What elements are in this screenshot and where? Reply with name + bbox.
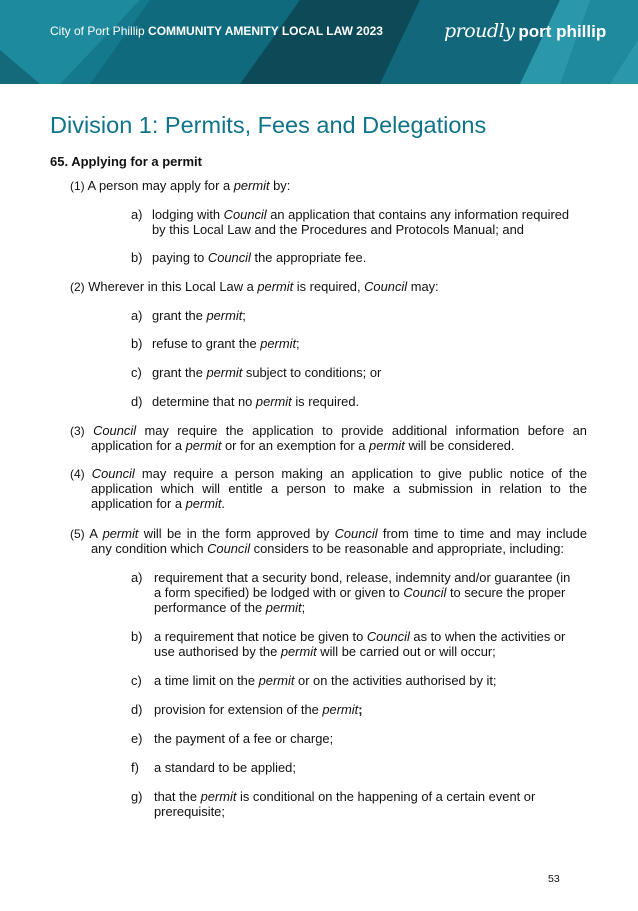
clause-2: (2) Wherever in this Local Law a permit is required, Council may: [70, 279, 439, 294]
clause-3-cont: application for a permit or for an exemption for a permit will be considered. [91, 438, 515, 453]
port-phillip-logo: proudly port phillip [444, 20, 607, 42]
clause-2-item-b: refuse to grant the permit; [152, 336, 300, 351]
page-number: 53 [548, 873, 560, 885]
clause-5-item-e: the payment of a fee or charge; [154, 731, 334, 746]
clause-2-item-d: determine that no permit is required. [152, 394, 360, 409]
division-title: Division 1: Permits, Fees and Delegations [50, 112, 487, 138]
clause-5-item-a: requirement that a security bond, release, indemnity and/or guarantee (in [154, 570, 571, 585]
clause-4-cont: application for a permit. [91, 496, 226, 511]
clause-2-item-label: d) [131, 394, 143, 409]
clause-5-item-label: b) [131, 629, 143, 644]
clause-5-item-label: c) [131, 673, 142, 688]
clause-1-item-label: a) [131, 207, 143, 222]
section-heading: 65. Applying for a permit [50, 154, 202, 169]
document-title: City of Port Phillip COMMUNITY AMENITY LOCAL LAW 2023 [50, 24, 383, 38]
clause-2-item-a: grant the permit; [152, 308, 246, 323]
clause-5: (5) A permit will be in the form approved by Council from time to time and may include [70, 526, 587, 541]
clause-2-item-label: b) [131, 336, 143, 351]
clause-1-item-a-cont: by this Local Law and the Procedures and Protocols Manual; and [152, 222, 524, 237]
clause-1: (1) A person may apply for a permit by: [70, 178, 291, 193]
clause-3: (3) Council may require the application to provide additional information before an [70, 423, 587, 438]
clause-5-item-label: a) [131, 570, 143, 585]
clause-5-item-g-cont: prerequisite; [154, 804, 225, 819]
clause-4-cont: application which will entitle a person to make a submission in relation to the [91, 481, 587, 496]
clause-5-item-label: d) [131, 702, 143, 717]
clause-5-item-g: that the permit is conditional on the happening of a certain event or [154, 789, 536, 804]
clause-5-item-f: a standard to be applied; [154, 760, 296, 775]
clause-5-item-c: a time limit on the permit or on the activities authorised by it; [154, 673, 497, 688]
clause-5-item-label: g) [131, 789, 143, 804]
clause-5-item-a-cont: performance of the permit; [154, 600, 306, 615]
clause-2-item-c: grant the permit subject to conditions; or [152, 365, 382, 380]
clause-5-item-b: a requirement that notice be given to Council as to when the activities or [154, 629, 566, 644]
clause-5-cont: any condition which Council considers to be reasonable and appropriate, including: [91, 541, 564, 556]
clause-2-item-label: c) [131, 365, 142, 380]
banner-background [0, 0, 638, 84]
clause-5-item-b-cont: use authorised by the permit will be carried out or will occur; [154, 644, 496, 659]
clause-5-item-d: provision for extension of the permit; [154, 702, 363, 717]
clause-1-item-label: b) [131, 250, 143, 265]
clause-1-item-b: paying to Council the appropriate fee. [152, 250, 367, 265]
clause-5-item-a-cont: a form specified) be lodged with or given to Council to secure the proper [154, 585, 566, 600]
clause-1-item-a: lodging with Council an application that contains any information required [152, 207, 570, 222]
clause-5-item-label: e) [131, 731, 143, 746]
clause-5-item-label: f) [131, 760, 139, 775]
clause-2-item-label: a) [131, 308, 143, 323]
header-banner [0, 0, 638, 84]
clause-4: (4) Council may require a person making an application to give public notice of the [70, 466, 587, 481]
